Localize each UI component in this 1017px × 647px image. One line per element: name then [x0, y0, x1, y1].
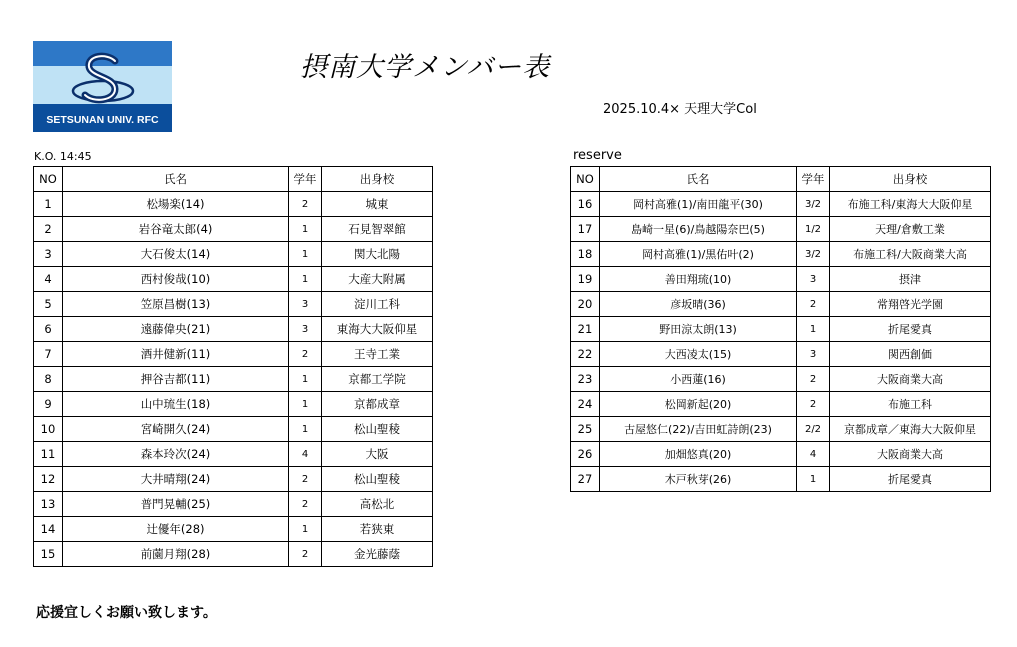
cell-name: 大石俊太(14)	[63, 242, 289, 267]
table-row	[34, 217, 433, 242]
cell-no: 3	[34, 242, 63, 267]
table-row	[571, 292, 991, 317]
cell-name: 木戸秋芽(26)	[600, 467, 797, 492]
cell-school: 摂津	[830, 267, 991, 292]
header-school: 出身校	[322, 167, 433, 192]
cell-grade: 2/2	[797, 417, 830, 442]
cell-name: 森本玲次(24)	[63, 442, 289, 467]
header-no: NO	[571, 167, 600, 192]
cell-no: 26	[571, 442, 600, 467]
reserve-label: reserve	[573, 148, 622, 163]
table-row	[571, 317, 991, 342]
cell-school: 関大北陽	[322, 242, 433, 267]
cell-grade: 3	[797, 267, 830, 292]
cell-grade: 2	[289, 467, 322, 492]
cell-school: 淀川工科	[322, 292, 433, 317]
cell-no: 22	[571, 342, 600, 367]
header-no: NO	[34, 167, 63, 192]
cell-no: 5	[34, 292, 63, 317]
cell-no: 4	[34, 267, 63, 292]
table-row	[34, 292, 433, 317]
cell-no: 13	[34, 492, 63, 517]
table-row	[571, 367, 991, 392]
cell-name: 松場楽(14)	[63, 192, 289, 217]
cell-school: 金光藤蔭	[322, 542, 433, 567]
cell-no: 6	[34, 317, 63, 342]
club-s-emblem-icon	[71, 51, 135, 113]
cell-grade: 2	[289, 192, 322, 217]
cell-grade: 3	[289, 317, 322, 342]
table-row	[571, 192, 991, 217]
cell-school: 石見智翠館	[322, 217, 433, 242]
cell-no: 17	[571, 217, 600, 242]
cell-school: 京都成章／東海大大阪仰星	[830, 417, 991, 442]
cell-no: 21	[571, 317, 600, 342]
cell-no: 27	[571, 467, 600, 492]
cell-name: 酒井健新(11)	[63, 342, 289, 367]
table-row	[571, 242, 991, 267]
club-logo	[33, 41, 172, 132]
cell-grade: 1	[289, 242, 322, 267]
cell-no: 19	[571, 267, 600, 292]
cell-grade: 1	[797, 317, 830, 342]
table-row	[34, 317, 433, 342]
cell-no: 20	[571, 292, 600, 317]
cell-name: 小西蓮(16)	[600, 367, 797, 392]
cell-grade: 3/2	[797, 242, 830, 267]
logo-text: SETSUNAN UNIV. RFC	[46, 114, 159, 126]
cell-school: 東海大大阪仰星	[322, 317, 433, 342]
table-row	[571, 342, 991, 367]
cell-no: 24	[571, 392, 600, 417]
table-row	[34, 467, 433, 492]
cell-no: 11	[34, 442, 63, 467]
cell-no: 12	[34, 467, 63, 492]
footer-message: 応援宜しくお願い致します。	[36, 605, 217, 621]
cell-grade: 1	[289, 217, 322, 242]
cell-name: 岡村高雅(1)/黒佑叶(2)	[600, 242, 797, 267]
cell-no: 1	[34, 192, 63, 217]
cell-name: 西村俊哉(10)	[63, 267, 289, 292]
table-row	[34, 392, 433, 417]
table-row	[34, 442, 433, 467]
cell-school: 城東	[322, 192, 433, 217]
cell-name: 加畑悠真(20)	[600, 442, 797, 467]
cell-no: 14	[34, 517, 63, 542]
cell-name: 岡村高雅(1)/南田龍平(30)	[600, 192, 797, 217]
table-row	[571, 467, 991, 492]
cell-grade: 4	[797, 442, 830, 467]
header-grade: 学年	[797, 167, 830, 192]
cell-name: 大井晴翔(24)	[63, 467, 289, 492]
cell-grade: 1	[797, 467, 830, 492]
starters-table	[33, 166, 433, 567]
cell-school: 大阪	[322, 442, 433, 467]
cell-name: 前薗月翔(28)	[63, 542, 289, 567]
cell-name: 岩谷竜太郎(4)	[63, 217, 289, 242]
table-row	[571, 217, 991, 242]
cell-school: 高松北	[322, 492, 433, 517]
cell-grade: 3	[797, 342, 830, 367]
page-title: 摂南大学メンバー表	[300, 52, 551, 83]
cell-name: 普門晃輔(25)	[63, 492, 289, 517]
cell-school: 布施工科/東海大大阪仰星	[830, 192, 991, 217]
cell-school: 天理/倉敷工業	[830, 217, 991, 242]
cell-grade: 3	[289, 292, 322, 317]
table-row	[34, 267, 433, 292]
cell-no: 23	[571, 367, 600, 392]
cell-no: 8	[34, 367, 63, 392]
cell-school: 折尾愛真	[830, 317, 991, 342]
table-row	[34, 342, 433, 367]
cell-school: 関西創価	[830, 342, 991, 367]
table-row	[34, 517, 433, 542]
cell-grade: 1/2	[797, 217, 830, 242]
table-row	[571, 392, 991, 417]
table-row	[34, 492, 433, 517]
cell-school: 若狭東	[322, 517, 433, 542]
cell-school: 大阪商業大高	[830, 367, 991, 392]
cell-name: 宮崎開久(24)	[63, 417, 289, 442]
cell-grade: 2	[797, 392, 830, 417]
header-grade: 学年	[289, 167, 322, 192]
cell-no: 2	[34, 217, 63, 242]
cell-school: 京都成章	[322, 392, 433, 417]
cell-school: 大産大附属	[322, 267, 433, 292]
cell-school: 折尾愛真	[830, 467, 991, 492]
cell-no: 18	[571, 242, 600, 267]
cell-grade: 1	[289, 392, 322, 417]
table-row	[34, 542, 433, 567]
cell-school: 王寺工業	[322, 342, 433, 367]
cell-name: 島崎一星(6)/鳥越陽奈巴(5)	[600, 217, 797, 242]
header-name: 氏名	[600, 167, 797, 192]
cell-name: 遠藤偉央(21)	[63, 317, 289, 342]
cell-name: 野田涼太朗(13)	[600, 317, 797, 342]
cell-name: 善田翔琉(10)	[600, 267, 797, 292]
table-header-row	[571, 167, 991, 192]
cell-no: 10	[34, 417, 63, 442]
kickoff-time: K.O. 14:45	[34, 150, 92, 163]
table-row	[34, 367, 433, 392]
cell-school: 京都工学院	[322, 367, 433, 392]
cell-school: 布施工科/大阪商業大高	[830, 242, 991, 267]
cell-school: 松山聖稜	[322, 467, 433, 492]
table-row	[34, 242, 433, 267]
table-header-row	[34, 167, 433, 192]
cell-name: 山中琉生(18)	[63, 392, 289, 417]
table-row	[571, 417, 991, 442]
cell-grade: 2	[289, 492, 322, 517]
header-school: 出身校	[830, 167, 991, 192]
cell-grade: 2	[797, 367, 830, 392]
cell-school: 松山聖稜	[322, 417, 433, 442]
cell-name: 辻優年(28)	[63, 517, 289, 542]
table-row	[571, 442, 991, 467]
cell-school: 布施工科	[830, 392, 991, 417]
cell-grade: 3/2	[797, 192, 830, 217]
cell-no: 16	[571, 192, 600, 217]
cell-name: 彦坂晴(36)	[600, 292, 797, 317]
table-row	[571, 267, 991, 292]
table-row	[34, 417, 433, 442]
cell-no: 25	[571, 417, 600, 442]
cell-grade: 1	[289, 367, 322, 392]
cell-grade: 4	[289, 442, 322, 467]
cell-grade: 2	[289, 542, 322, 567]
cell-grade: 1	[289, 267, 322, 292]
cell-school: 大阪商業大高	[830, 442, 991, 467]
cell-school: 常翔啓光学園	[830, 292, 991, 317]
cell-grade: 2	[797, 292, 830, 317]
cell-name: 古屋悠仁(22)/吉田虹詩朗(23)	[600, 417, 797, 442]
cell-name: 押谷吉都(11)	[63, 367, 289, 392]
cell-name: 笠原昌樹(13)	[63, 292, 289, 317]
cell-no: 9	[34, 392, 63, 417]
cell-name: 松岡新起(20)	[600, 392, 797, 417]
cell-no: 15	[34, 542, 63, 567]
table-row	[34, 192, 433, 217]
reserves-table	[570, 166, 991, 492]
cell-grade: 1	[289, 417, 322, 442]
cell-name: 大西凌太(15)	[600, 342, 797, 367]
cell-no: 7	[34, 342, 63, 367]
cell-grade: 2	[289, 342, 322, 367]
cell-grade: 1	[289, 517, 322, 542]
match-info: 2025.10.4× 天理大学Col	[603, 102, 757, 117]
header-name: 氏名	[63, 167, 289, 192]
